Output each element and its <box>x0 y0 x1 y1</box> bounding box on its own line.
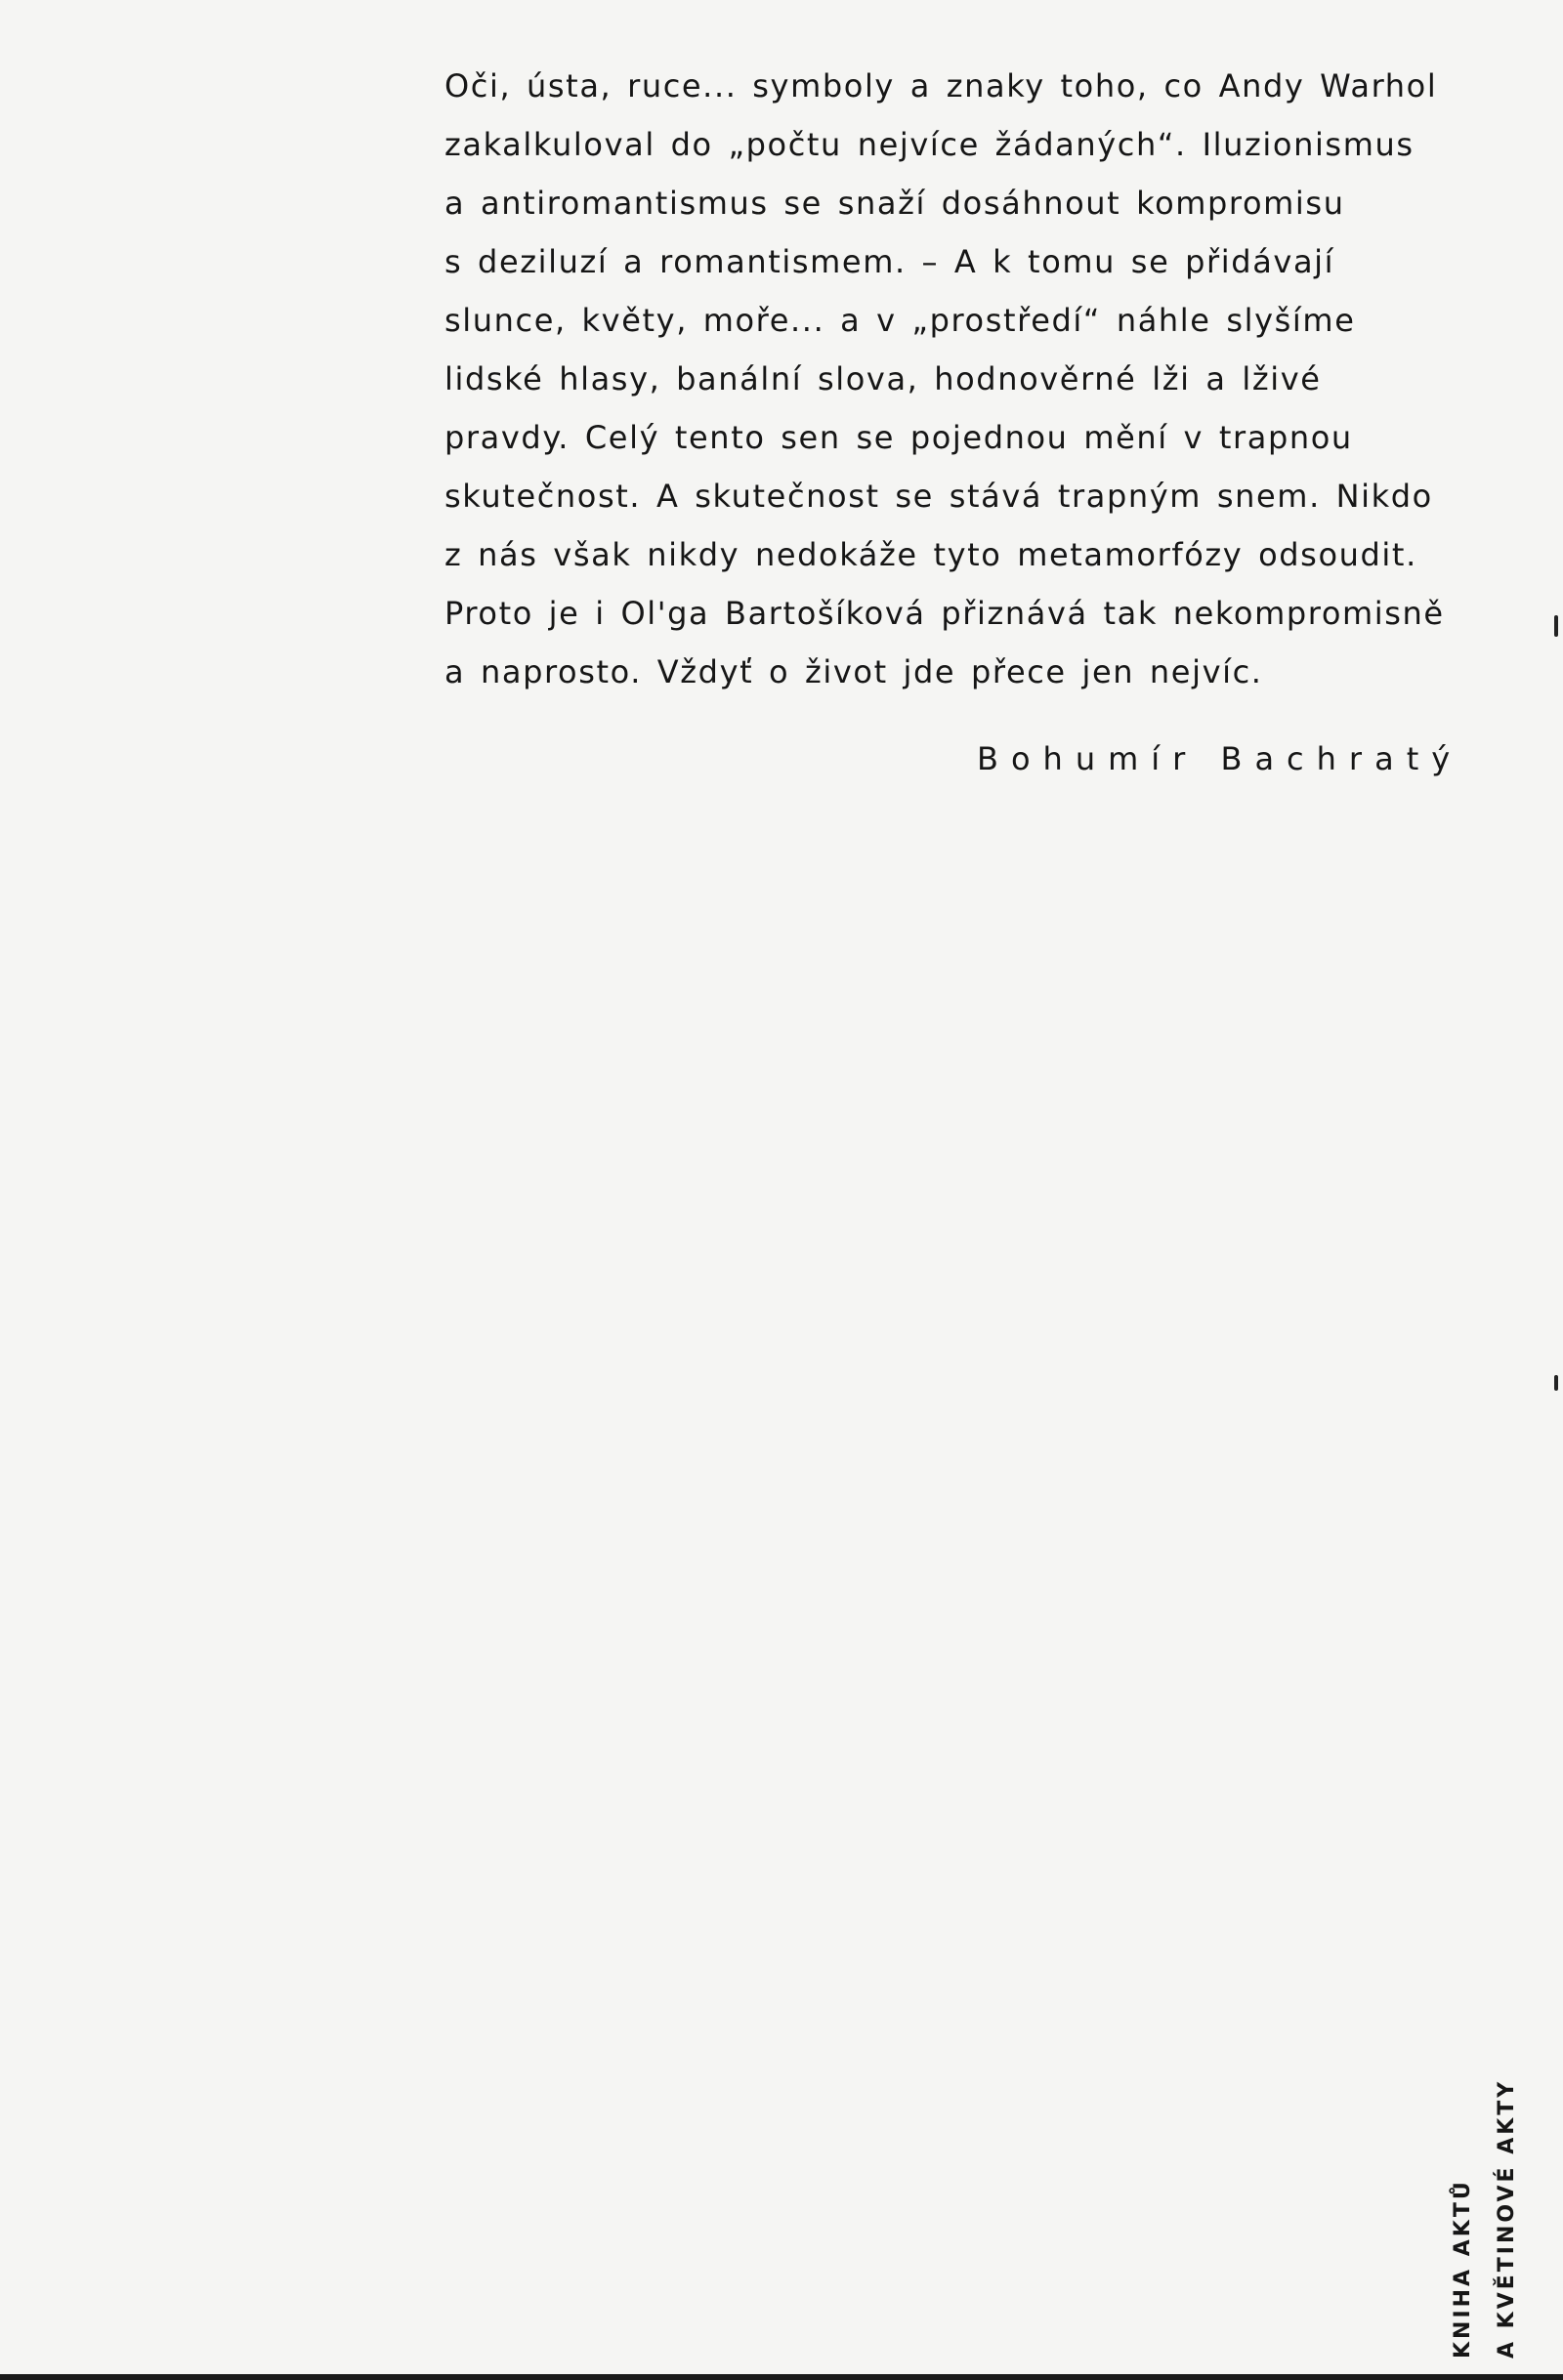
text-line: lidské hlasy, banální slova, hodnověrné lži a lživé <box>444 360 1322 397</box>
text-line: zakalkuloval do „počtu nejvíce žádaných“. Iluzionismus <box>444 126 1415 163</box>
text-line: pravdy. Celý tento sen se pojednou mění v trapnou <box>444 419 1353 456</box>
text-line: slunce, květy, moře... a v „prostředí“ náhle slyšíme <box>444 302 1356 339</box>
text-line: z nás však nikdy nedokáže tyto metamorfózy odsoudit. <box>444 536 1417 573</box>
text-line: a naprosto. Vždyť o život jde přece jen nejvíc. <box>444 653 1263 690</box>
vertical-title-line-2: A KVĚTINOVÉ AKTY <box>1495 2078 1519 2359</box>
text-line: skutečnost. A skutečnost se stává trapným snem. Nikdo <box>444 478 1433 515</box>
edge-mark <box>1554 615 1558 637</box>
vertical-title-line-1: KNIHA AKTŮ <box>1451 2179 1475 2359</box>
vertical-title <box>1436 2007 1524 2359</box>
author-signature: Bohumír Bachratý <box>977 740 1463 777</box>
text-line: Oči, ústa, ruce... symboly a znaky toho, co Andy Warhol <box>444 67 1438 104</box>
text-line: s deziluzí a romantismem. – A k tomu se přidávají <box>444 243 1335 280</box>
edge-mark <box>1554 1375 1558 1391</box>
text-line: Proto je i Ol'ga Bartošíková přiznává tak nekompromisně <box>444 595 1445 632</box>
text-line: a antiromantismus se snaží dosáhnout kompromisu <box>444 185 1345 222</box>
essay-text <box>444 57 1445 701</box>
